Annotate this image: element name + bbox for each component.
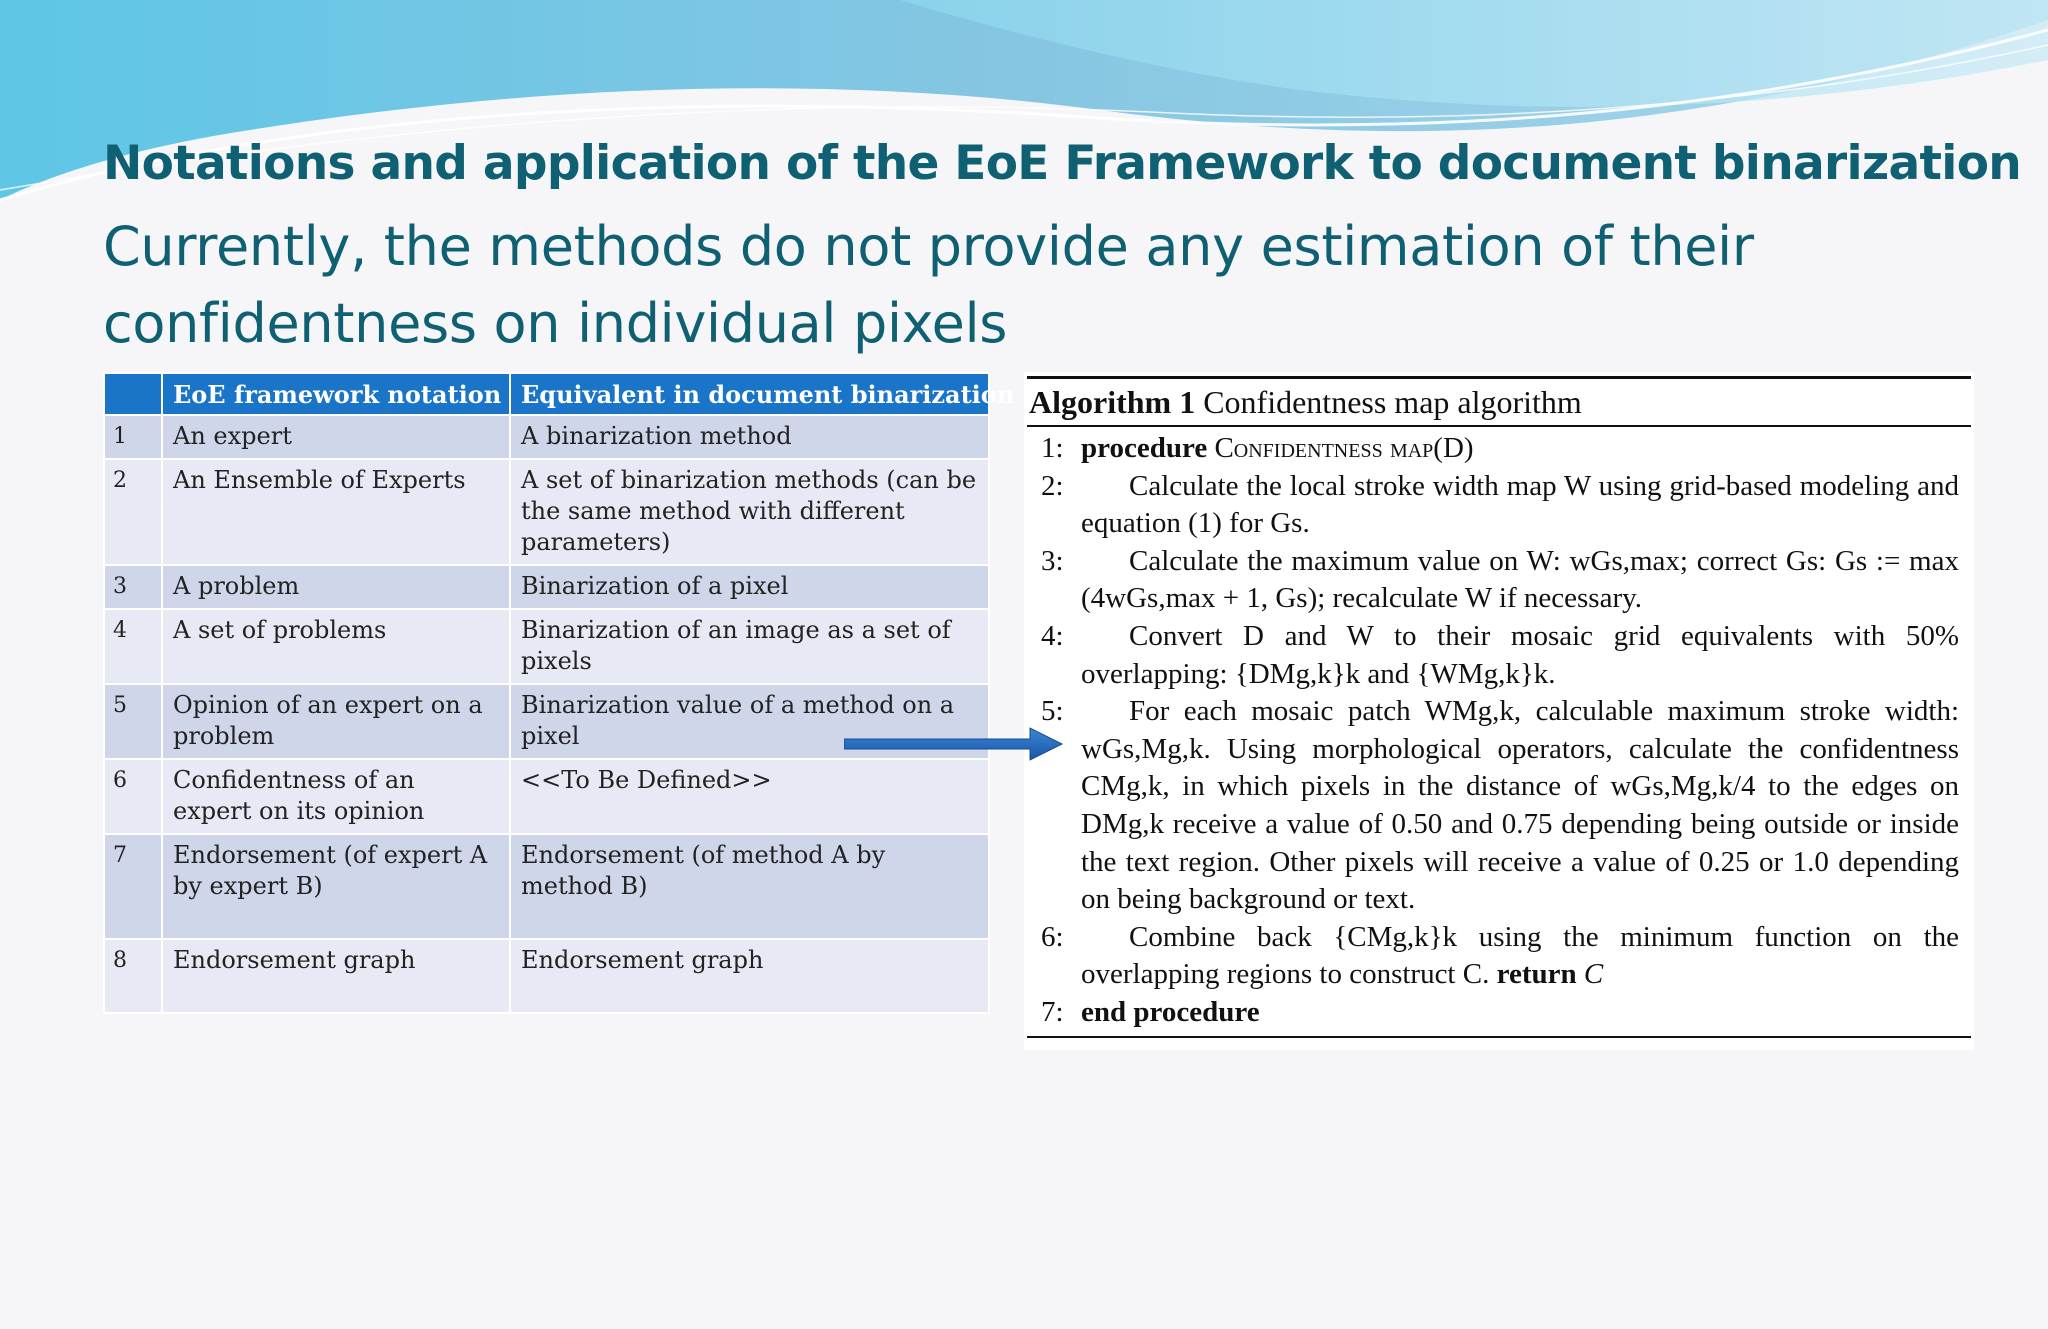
line-number: 3: [1041, 544, 1064, 577]
row-notation: A set of problems [162, 609, 510, 684]
algorithm-line [1027, 618, 1971, 693]
line-number: 5: [1041, 695, 1064, 728]
algorithm-line [1027, 693, 1971, 919]
table-row [104, 834, 989, 939]
procedure-keyword: procedure [1081, 432, 1208, 464]
row-number: 4 [104, 609, 162, 684]
row-notation: Endorsement graph [162, 939, 510, 1013]
line-number: 6: [1041, 920, 1064, 953]
row-number: 5 [104, 684, 162, 759]
line-text: For each mosaic patch WMg,k, calculable maximum stroke width: wGs,Mg,k. Using morphological operators, calculate the confidentness CMg,k, in which pixels in the distance of wGs,Mg,k/4 to the edges on DMg,k receive a value of 0.50 and 0.75 depending being outside or inside the text region. Other pixels will receive a value of 0.25 or 1.0 depending on being background or text. [1081, 695, 1959, 916]
algorithm-line [1027, 994, 1971, 1032]
notation-table [103, 372, 1015, 1014]
algorithm-label: Algorithm 1 [1029, 384, 1196, 420]
table-row [104, 759, 989, 834]
end-procedure-keyword: end procedure [1081, 995, 1260, 1028]
table-row [104, 609, 989, 684]
slide-subtitle: Currently, the methods do not provide any estimation of their confidentness on individual pixels [103, 215, 1754, 355]
row-notation: Confidentness of an expert on its opinion [162, 759, 510, 834]
table-header-row [104, 373, 989, 415]
line-number: 7: [1041, 995, 1064, 1028]
procedure-name: Confidentness map [1214, 432, 1434, 464]
row-equivalent: A binarization method [510, 415, 989, 459]
line-text: Calculate the local stroke width map W using grid-based modeling and equation (1) for Gs. [1081, 469, 1959, 540]
algorithm-line [1027, 919, 1971, 994]
return-keyword: return [1496, 958, 1577, 991]
row-notation: An expert [162, 415, 510, 459]
table-row [104, 565, 989, 609]
row-equivalent: A set of binarization methods (can be the same method with different parameters) [510, 459, 989, 565]
row-number: 7 [104, 834, 162, 939]
wave-background [0, 0, 2048, 230]
row-number: 6 [104, 759, 162, 834]
table-row [104, 939, 989, 1013]
row-number: 2 [104, 459, 162, 565]
algorithm-caption: Confidentness map algorithm [1203, 384, 1582, 420]
row-notation: Opinion of an expert on a problem [162, 684, 510, 759]
row-notation: Endorsement (of expert A by expert B) [162, 834, 510, 939]
line-text: Convert D and W to their mosaic grid equivalents with 50% overlapping: {DMg,k}k and {WMg,k}k. [1081, 619, 1959, 690]
row-equivalent: Binarization value of a method on a pixel [510, 684, 989, 759]
line-text: Combine back {CMg,k}k using the minimum function on the overlapping regions to construct C. [1081, 920, 1959, 991]
header-cell-num [104, 373, 162, 415]
row-number: 3 [104, 565, 162, 609]
algorithm-bottom-rule [1027, 1036, 1971, 1038]
line-number: 4: [1041, 619, 1064, 652]
return-value: C [1583, 958, 1604, 991]
line-text: Calculate the maximum value on W: wGs,max; correct Gs: Gs := max (4wGs,max + 1, Gs); recalculate W if necessary. [1081, 544, 1959, 615]
table-row [104, 415, 989, 459]
row-equivalent: Endorsement graph [510, 939, 989, 1013]
slide-title: Notations and application of the EoE Framework to document binarization [103, 136, 2022, 191]
line-number: 1: [1041, 432, 1064, 464]
procedure-argument: (D) [1433, 432, 1474, 464]
algorithm-header [1027, 379, 1971, 425]
header-cell-equivalent: Equivalent in document binarization [510, 373, 989, 415]
row-number: 8 [104, 939, 162, 1013]
algorithm [1027, 376, 1971, 1038]
algorithm-line [1027, 430, 1971, 468]
row-equivalent: Binarization of an image as a set of pixels [510, 609, 989, 684]
algorithm-line [1027, 468, 1971, 543]
algorithm-box [1024, 372, 1974, 1050]
row-equivalent: Binarization of a pixel [510, 565, 989, 609]
algorithm-lines [1027, 427, 1971, 1036]
row-equivalent: Endorsement (of method A by method B) [510, 834, 989, 939]
row-notation: An Ensemble of Experts [162, 459, 510, 565]
table-row [104, 459, 989, 565]
row-equivalent: <<To Be Defined>> [510, 759, 989, 834]
line-number: 2: [1041, 469, 1064, 502]
header-cell-notation: EoE framework notation [162, 373, 510, 415]
arrow-right-icon [844, 726, 1064, 762]
row-number: 1 [104, 415, 162, 459]
row-notation: A problem [162, 565, 510, 609]
algorithm-line [1027, 543, 1971, 618]
